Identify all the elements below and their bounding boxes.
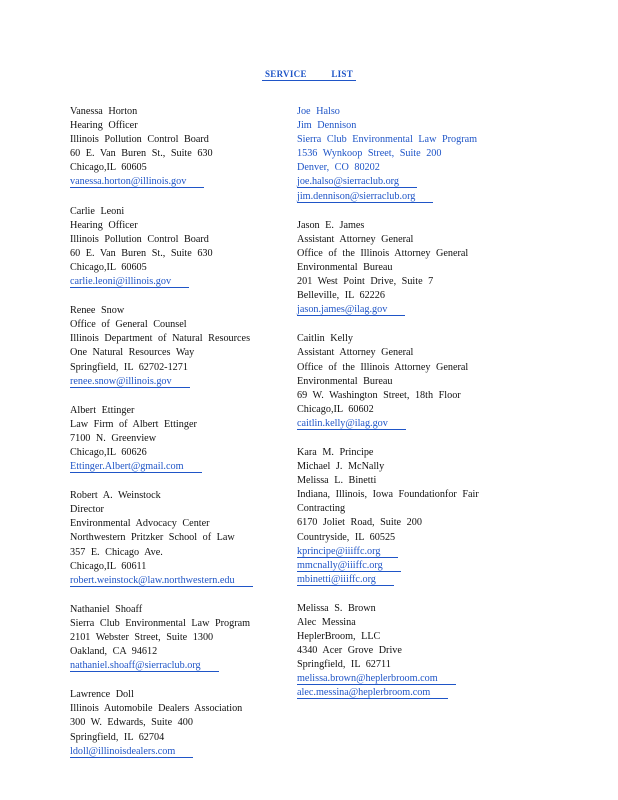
contact-name: Lawrence Doll [70, 689, 134, 701]
contact-detail-line: HeplerBroom, LLC [297, 631, 381, 643]
contact-detail-line: 69 W. Washington Street, 18th Floor [297, 389, 461, 401]
service-list-entry [70, 603, 300, 673]
contact-detail-line: Jim Dennison [297, 120, 357, 132]
email-link-text: mbinetti@iiiffc.org [297, 574, 394, 586]
email-link[interactable] [297, 417, 527, 431]
page-title-text: SERVICE LIST [262, 69, 356, 81]
contact-name: Melissa S. Brown [297, 602, 376, 614]
email-link[interactable] [297, 545, 527, 559]
contact-detail-line: 2101 Webster Street, Suite 1300 [70, 632, 214, 643]
contact-detail-line: Chicago,IL 60626 [70, 446, 147, 458]
service-list-entry [297, 105, 527, 204]
contact-name: Kara M. Principe [297, 446, 374, 458]
email-link-text: joe.halso@sierraclub.org [297, 176, 417, 188]
email-link-text: mmcnally@iiiffc.org [297, 560, 401, 572]
contact-name: Jason E. James [297, 219, 365, 231]
contact-detail-line: Belleville, IL 62226 [297, 290, 385, 302]
contact-detail-line: Springfield, IL 62711 [297, 659, 391, 671]
email-link[interactable] [297, 303, 527, 317]
contact-detail-line: Illinois Automobile Dealers Association [70, 703, 243, 715]
email-link[interactable] [297, 190, 527, 204]
email-link[interactable] [70, 275, 300, 289]
email-link-text: robert.weinstock@law.northwestern.edu [70, 575, 253, 587]
service-list-entry [297, 602, 527, 701]
service-list-entry [70, 489, 300, 588]
service-list-entry [297, 332, 527, 431]
contact-detail-line: Chicago,IL 60605 [70, 261, 147, 273]
contact-name: Carlie Leoni [70, 205, 125, 217]
email-link-text: kprincipe@iiiffc.org [297, 546, 398, 558]
contact-detail-line: Environmental Bureau [297, 375, 393, 387]
email-link-text: carlie.leoni@illinois.gov [70, 276, 189, 288]
contact-detail-line: 7100 N. Greenview [70, 432, 157, 444]
contact-detail-line: Director [70, 504, 104, 516]
contact-detail-line: Illinois Pollution Control Board [70, 233, 209, 245]
contact-detail-line: Environmental Advocacy Center [70, 518, 210, 530]
email-link[interactable] [297, 672, 527, 686]
contact-detail-line: Alec Messina [297, 617, 356, 628]
contact-detail-line: Oakland, CA 94612 [70, 646, 158, 658]
contact-detail-line: Assistant Attorney General [297, 233, 414, 245]
email-link-text: melissa.brown@heplerbroom.com [297, 673, 456, 685]
contact-detail-line: 6170 Joliet Road, Suite 200 [297, 517, 422, 529]
email-link[interactable] [70, 375, 300, 389]
email-link[interactable] [70, 745, 300, 759]
contact-detail-line: Illinois Pollution Control Board [70, 134, 209, 146]
contact-detail-line: Denver, CO 80202 [297, 162, 380, 174]
contact-detail-line: Assistant Attorney General [297, 347, 414, 359]
service-list-entry [70, 304, 300, 389]
contact-detail-line: Sierra Club Environmental Law Program [297, 134, 478, 146]
contact-detail-line: Indiana, Illinois, Iowa Foundationfor Fair [297, 489, 479, 501]
contact-detail-line: Office of the Illinois Attorney General [297, 361, 469, 373]
contact-detail-line: Chicago,IL 60611 [70, 560, 147, 572]
email-link-text: alec.messina@heplerbroom.com [297, 687, 448, 699]
email-link[interactable] [70, 659, 300, 673]
email-link[interactable] [297, 686, 527, 700]
contact-detail-line: Hearing Officer [70, 120, 138, 132]
email-link[interactable] [297, 559, 527, 573]
service-list-entry [70, 688, 300, 758]
email-link-text: jim.dennison@sierraclub.org [297, 191, 433, 203]
contact-name: Joe Halso [297, 106, 340, 117]
contact-detail-line: Chicago,IL 60605 [70, 162, 147, 174]
contact-detail-line: 4340 Acer Grove Drive [297, 645, 402, 657]
contact-detail-line: 201 West Point Drive, Suite 7 [297, 276, 434, 288]
contact-detail-line: Chicago,IL 60602 [297, 403, 374, 415]
contact-name: Nathaniel Shoaff [70, 603, 143, 615]
contact-detail-line: Law Firm of Albert Ettinger [70, 418, 197, 430]
service-list-entry [297, 219, 527, 318]
contact-name: Renee Snow [70, 305, 125, 317]
email-link[interactable] [70, 460, 300, 474]
email-link-text: renee.snow@illinois.gov [70, 376, 190, 388]
contact-detail-line: 357 E. Chicago Ave. [70, 546, 163, 558]
email-link[interactable] [297, 573, 527, 587]
contact-detail-line: Environmental Bureau [297, 261, 393, 273]
contact-detail-line: 1536 Wynkoop Street, Suite 200 [297, 148, 442, 160]
contact-detail-line: Illinois Department of Natural Resources [70, 333, 251, 345]
contact-detail-line: Springfield, IL 62704 [70, 731, 165, 743]
contact-detail-line: 60 E. Van Buren St., Suite 630 [70, 247, 213, 259]
left-column [70, 105, 300, 774]
contact-detail-line: Countryside, IL 60525 [297, 531, 396, 543]
email-link-text: ldoll@illinoisdealers.com [70, 746, 193, 758]
email-link-text: jason.james@ilag.gov [297, 304, 405, 316]
email-link[interactable] [297, 175, 527, 189]
contact-detail-line: Springfield, IL 62702-1271 [70, 361, 188, 373]
contact-name: Albert Ettinger [70, 404, 135, 416]
service-list-entry [70, 105, 300, 190]
contact-detail-line: Melissa L. Binetti [297, 475, 377, 487]
contact-detail-line: One Natural Resources Way [70, 347, 195, 359]
right-column [297, 105, 527, 716]
email-link-text: nathaniel.shoaff@sierraclub.org [70, 660, 219, 672]
contact-name: Robert A. Weinstock [70, 490, 161, 502]
contact-detail-line: Hearing Officer [70, 219, 138, 231]
email-link[interactable] [70, 175, 300, 189]
contact-detail-line: Office of the Illinois Attorney General [297, 247, 469, 259]
email-link-text: Ettinger.Albert@gmail.com [70, 461, 202, 473]
email-link[interactable] [70, 574, 300, 588]
email-link-text: vanessa.horton@illinois.gov [70, 176, 204, 188]
contact-detail-line: Contracting [297, 503, 346, 515]
page-title [0, 69, 618, 79]
contact-detail-line: Michael J. McNally [297, 461, 385, 473]
contact-detail-line: Northwestern Pritzker School of Law [70, 532, 235, 544]
service-list-entry [297, 446, 527, 587]
email-link-text: caitlin.kelly@ilag.gov [297, 418, 406, 430]
contact-detail-line: 300 W. Edwards, Suite 400 [70, 717, 193, 729]
contact-detail-line: Office of General Counsel [70, 319, 187, 331]
service-list-entry [70, 205, 300, 290]
contact-detail-line: 60 E. Van Buren St., Suite 630 [70, 148, 213, 160]
service-list-entry [70, 404, 300, 474]
contact-name: Vanessa Horton [70, 106, 138, 117]
contact-detail-line: Sierra Club Environmental Law Program [70, 617, 251, 629]
contact-name: Caitlin Kelly [297, 333, 353, 345]
